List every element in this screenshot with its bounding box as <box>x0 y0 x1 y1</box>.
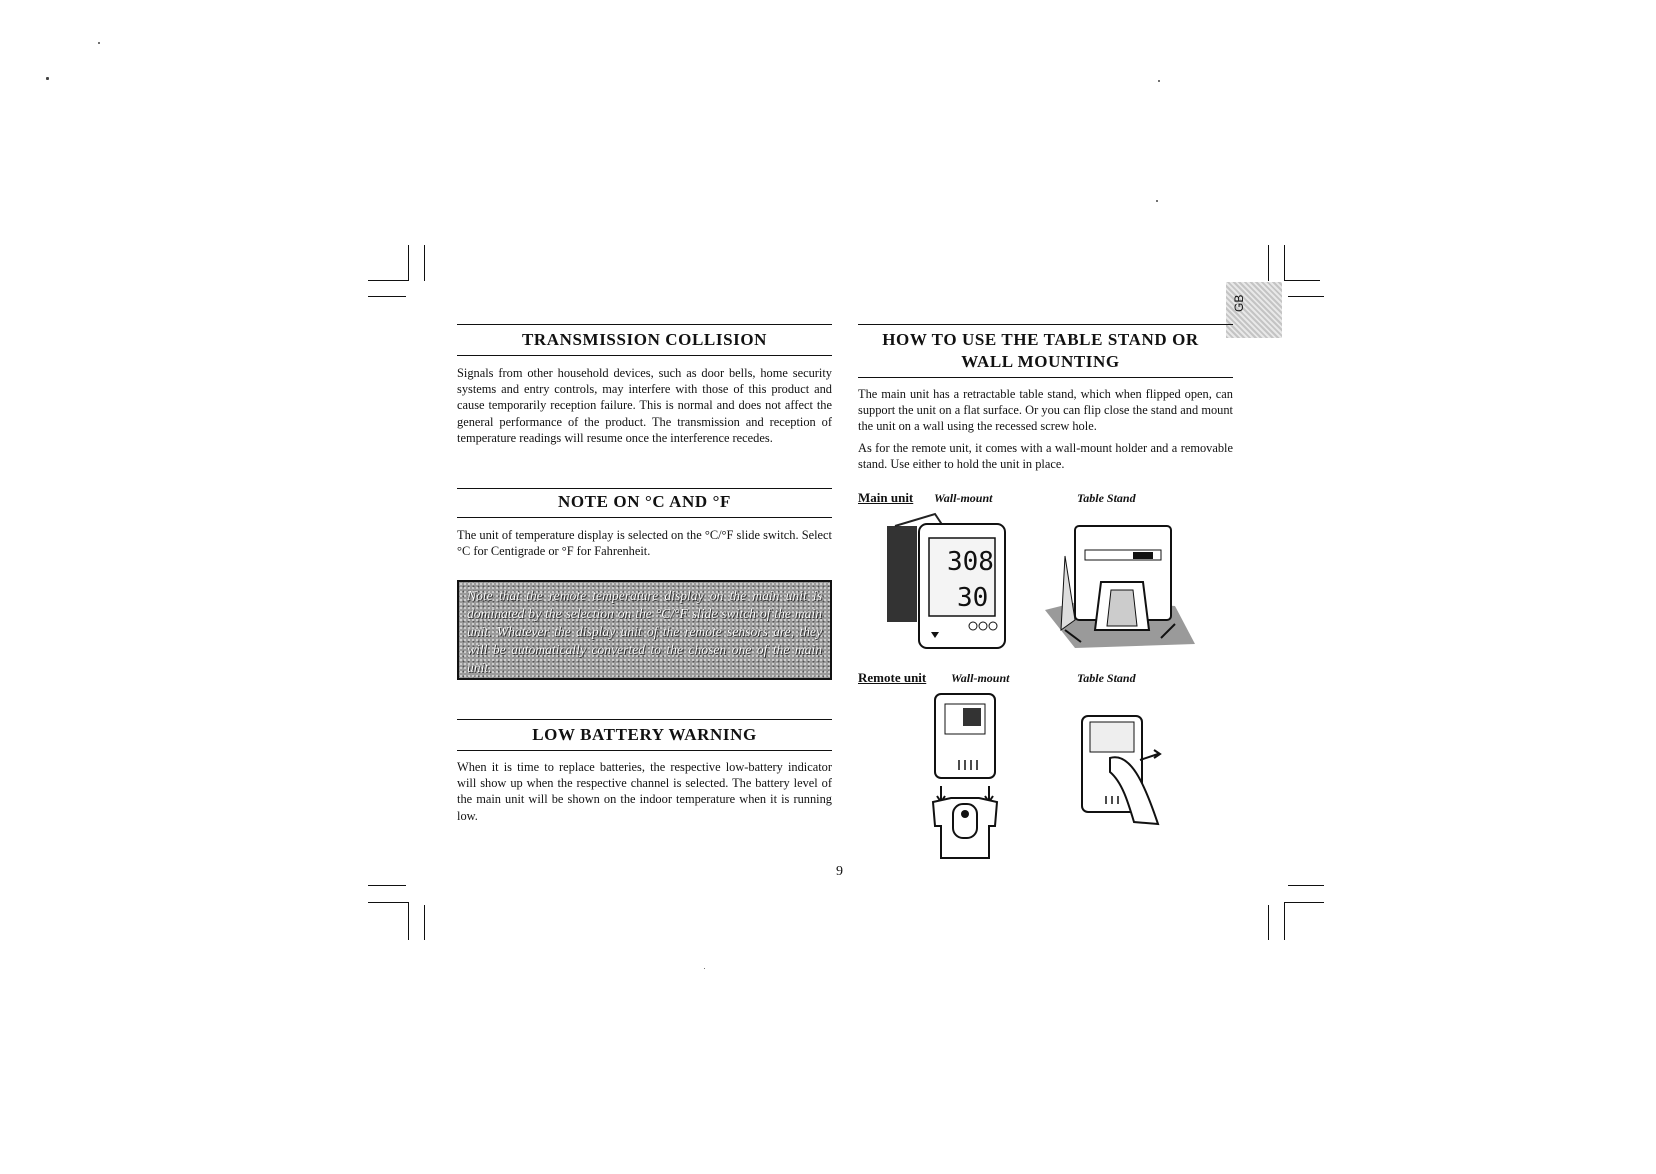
lcd-bottom-digits: 30 <box>957 583 989 613</box>
scan-speck <box>1156 200 1158 202</box>
table-stand-para1: The main unit has a retractable table stand, which when flipped open, can support the unit on a flat surface. Or you can flip close the stand and mount the unit on a wall using the recessed screw hole. <box>858 387 1233 434</box>
low-battery-body: When it is time to replace batteries, the respective low-battery indicator will show up when the respective channel is selected. The battery level of the main unit will be shown on the indoor temperature when it is running low. <box>457 760 832 823</box>
page-number: 9 <box>836 864 843 879</box>
note-callout-box <box>457 580 832 680</box>
scan-speck <box>98 42 100 44</box>
scan-speck <box>704 968 705 969</box>
remote-unit-label: Remote unit <box>858 670 927 685</box>
scan-speck <box>46 77 49 80</box>
section-rule <box>457 750 832 751</box>
main-wall-mount-caption: Wall-mount <box>934 491 993 505</box>
low-battery-title: LOW BATTERY WARNING <box>532 725 757 744</box>
lcd-top-digits: 308 <box>947 547 994 577</box>
transmission-collision-body: Signals from other household devices, such as door bells, home security systems and entry controls, may interfere with those of this product and cause temporarily reception failure. This is normal and does not affect the general performance of the product. The transmission and reception of temperature readings will resume once the interference recedes. <box>457 366 832 445</box>
crop-mark <box>1284 902 1285 940</box>
table-stand-title-line1: HOW TO USE THE TABLE STAND OR <box>882 330 1199 349</box>
remote-wall-mount-caption: Wall-mount <box>951 671 1010 685</box>
crop-mark <box>1284 280 1320 281</box>
crop-mark <box>368 885 406 886</box>
crop-mark <box>368 280 409 281</box>
crop-mark <box>408 245 409 281</box>
main-unit-wall-mount-illustration <box>885 508 1010 650</box>
section-rule <box>858 324 1233 325</box>
crop-mark <box>368 296 406 297</box>
transmission-collision-title: TRANSMISSION COLLISION <box>521 330 768 349</box>
section-rule <box>457 719 832 720</box>
crop-mark <box>424 245 425 281</box>
scan-speck <box>1158 80 1160 82</box>
note-callout-text: Note that the remote temperature display on the main unit is dominated by the selection on the °C/°F slide switch of the main unit. Whatever the display unit of the remote sensors are, they will be automatically converted to the chosen one of the main unit. <box>467 588 822 675</box>
table-stand-para2: As for the remote unit, it comes with a wall-mount holder and a removable stand. Use either to hold the unit in place. <box>858 441 1233 472</box>
section-rule <box>858 377 1233 378</box>
crop-mark <box>1288 296 1324 297</box>
main-table-stand-caption: Table Stand <box>1077 491 1136 505</box>
section-rule <box>457 355 832 356</box>
crop-mark <box>1288 885 1324 886</box>
crop-mark <box>1284 902 1324 903</box>
section-rule <box>457 324 832 325</box>
section-rule <box>457 488 832 489</box>
main-unit-label: Main unit <box>858 490 914 505</box>
remote-table-stand-caption: Table Stand <box>1077 671 1136 685</box>
crop-mark <box>408 902 409 940</box>
crop-mark <box>1284 245 1285 281</box>
remote-unit-table-stand-illustration <box>1070 712 1170 828</box>
section-rule <box>457 517 832 518</box>
crop-mark <box>424 905 425 940</box>
note-cf-title: NOTE ON °C AND °F <box>557 492 732 511</box>
note-cf-body: The unit of temperature display is selected on the °C/°F slide switch. Select °C for Centigrade or °F for Fahrenheit. <box>457 528 832 559</box>
crop-mark <box>1268 245 1269 281</box>
language-tab-label: GB <box>1232 294 1246 312</box>
main-unit-table-stand-illustration <box>1045 520 1195 648</box>
remote-unit-wall-mount-illustration <box>925 690 1005 862</box>
table-stand-title-line2: WALL MOUNTING <box>961 352 1120 371</box>
crop-mark <box>1268 905 1269 940</box>
crop-mark <box>368 902 409 903</box>
